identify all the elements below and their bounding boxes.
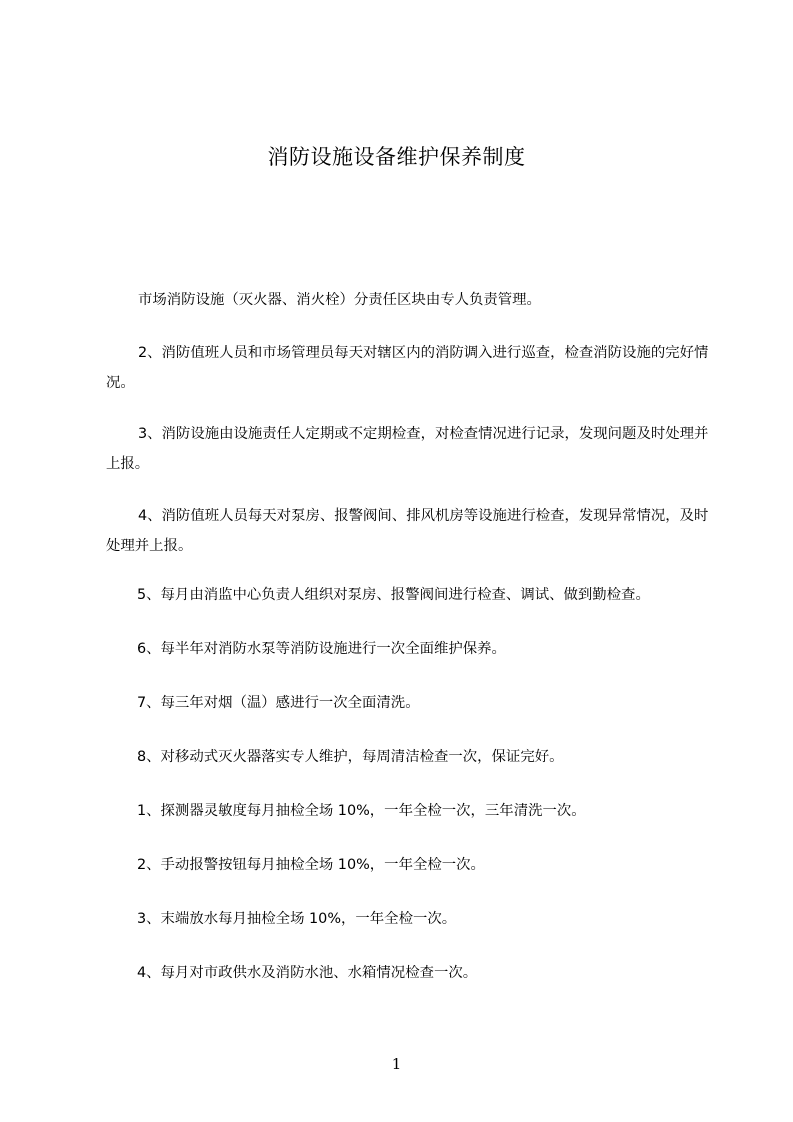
paragraph-5: 5、每月由消监中心负责人组织对泵房、报警阀间进行检查、调试、做到勤检查。 bbox=[137, 587, 650, 603]
paragraph-1: 市场消防设施（灭火器、消火栓）分责任区块由专人负责管理。 bbox=[138, 292, 541, 308]
paragraph-7: 7、每三年对烟（温）感进行一次全面清洗。 bbox=[137, 695, 420, 711]
paragraph-8: 8、对移动式灭火器落实专人维护，每周清洁检查一次，保证完好。 bbox=[137, 749, 564, 765]
paragraph-6: 6、每半年对消防水泵等消防设施进行一次全面维护保养。 bbox=[137, 641, 506, 657]
paragraph-4: 4、消防值班人员每天对泵房、报警阀间、排风机房等设施进行检查，发现异常情况，及时处理并上报。 bbox=[106, 508, 709, 554]
paragraph-11: 3、末端放水每月抽检全场 10%，一年全检一次。 bbox=[137, 911, 457, 927]
paragraph-2: 2、消防值班人员和市场管理员每天对辖区内的消防调入进行巡查，检查消防设施的完好情况。 bbox=[106, 345, 709, 391]
paragraph-12: 4、每月对市政供水及消防水池、水箱情况检查一次。 bbox=[137, 965, 478, 981]
paragraph-9: 1、探测器灵敏度每月抽检全场 10%，一年全检一次，三年清洗一次。 bbox=[137, 803, 586, 819]
document-title: 消防设施设备维护保养制度 bbox=[267, 145, 526, 169]
paragraph-3: 3、消防设施由设施责任人定期或不定期检查，对检查情况进行记录，发现问题及时处理并上报。 bbox=[106, 426, 709, 472]
paragraph-10: 2、手动报警按钮每月抽检全场 10%，一年全检一次。 bbox=[137, 857, 485, 873]
page-number: 1 bbox=[391, 1055, 402, 1073]
